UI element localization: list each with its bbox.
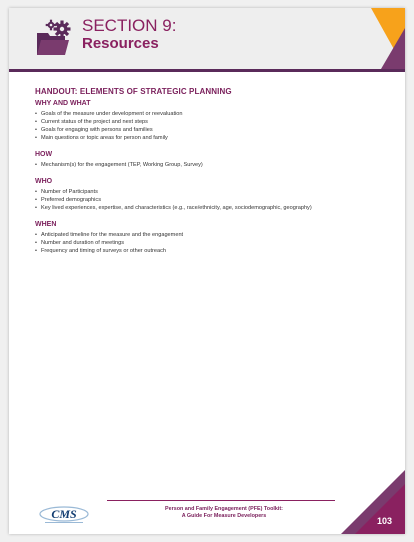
section-header bbox=[9, 8, 405, 69]
list-item: • Goals for engaging with persons and families bbox=[35, 127, 153, 133]
section-why-what bbox=[35, 99, 385, 142]
list-item: • Preferred demographics bbox=[35, 197, 102, 203]
cms-logo bbox=[37, 504, 91, 526]
gears-folder-icon bbox=[35, 19, 75, 57]
footer-line-1: Person and Family Engagement (PFE) Toolkit: bbox=[165, 506, 283, 512]
footer-line-2: A Guide For Measure Developers bbox=[181, 513, 267, 519]
section-heading: WHEN bbox=[35, 221, 57, 228]
list-item: • Anticipated timeline for the measure and the engagement bbox=[35, 232, 184, 238]
page-corner-decoration bbox=[341, 470, 405, 534]
list-item: • Goals of the measure under development or reevaluation bbox=[35, 111, 183, 117]
list-item: • Mechanism(s) for the engagement (TEP, Working Group, Survey) bbox=[35, 162, 203, 168]
section-name: Resources bbox=[82, 35, 159, 52]
section-when bbox=[35, 220, 385, 255]
list-item: • Frequency and timing of surveys or other outreach bbox=[35, 248, 166, 254]
section-heading: HOW bbox=[35, 151, 53, 158]
svg-text:CMS: CMS bbox=[51, 507, 77, 521]
section-label: SECTION 9: bbox=[82, 16, 177, 35]
footer-divider bbox=[107, 500, 335, 501]
list-item: • Key lived experiences, expertise, and characteristics (e.g., race/ethnicity, age, sociodemographic, geography) bbox=[35, 205, 312, 211]
list-item: • Number of Participants bbox=[35, 189, 98, 195]
header-corner-decoration bbox=[359, 8, 405, 69]
handout-title: HANDOUT: ELEMENTS OF STRATEGIC PLANNING bbox=[35, 87, 232, 96]
section-heading: WHY AND WHAT bbox=[35, 100, 91, 107]
header-divider bbox=[9, 69, 405, 72]
document-page bbox=[9, 8, 405, 534]
list-item: • Number and duration of meetings bbox=[35, 240, 125, 246]
page-number: 103 bbox=[376, 516, 392, 526]
footer-title bbox=[129, 506, 319, 520]
section-who bbox=[35, 177, 385, 212]
handout-content bbox=[35, 86, 385, 260]
section-heading: WHO bbox=[35, 178, 53, 185]
section-how bbox=[35, 150, 385, 169]
list-item: • Main questions or topic areas for person and family bbox=[35, 135, 168, 141]
list-item: • Current status of the project and next steps bbox=[35, 119, 148, 125]
